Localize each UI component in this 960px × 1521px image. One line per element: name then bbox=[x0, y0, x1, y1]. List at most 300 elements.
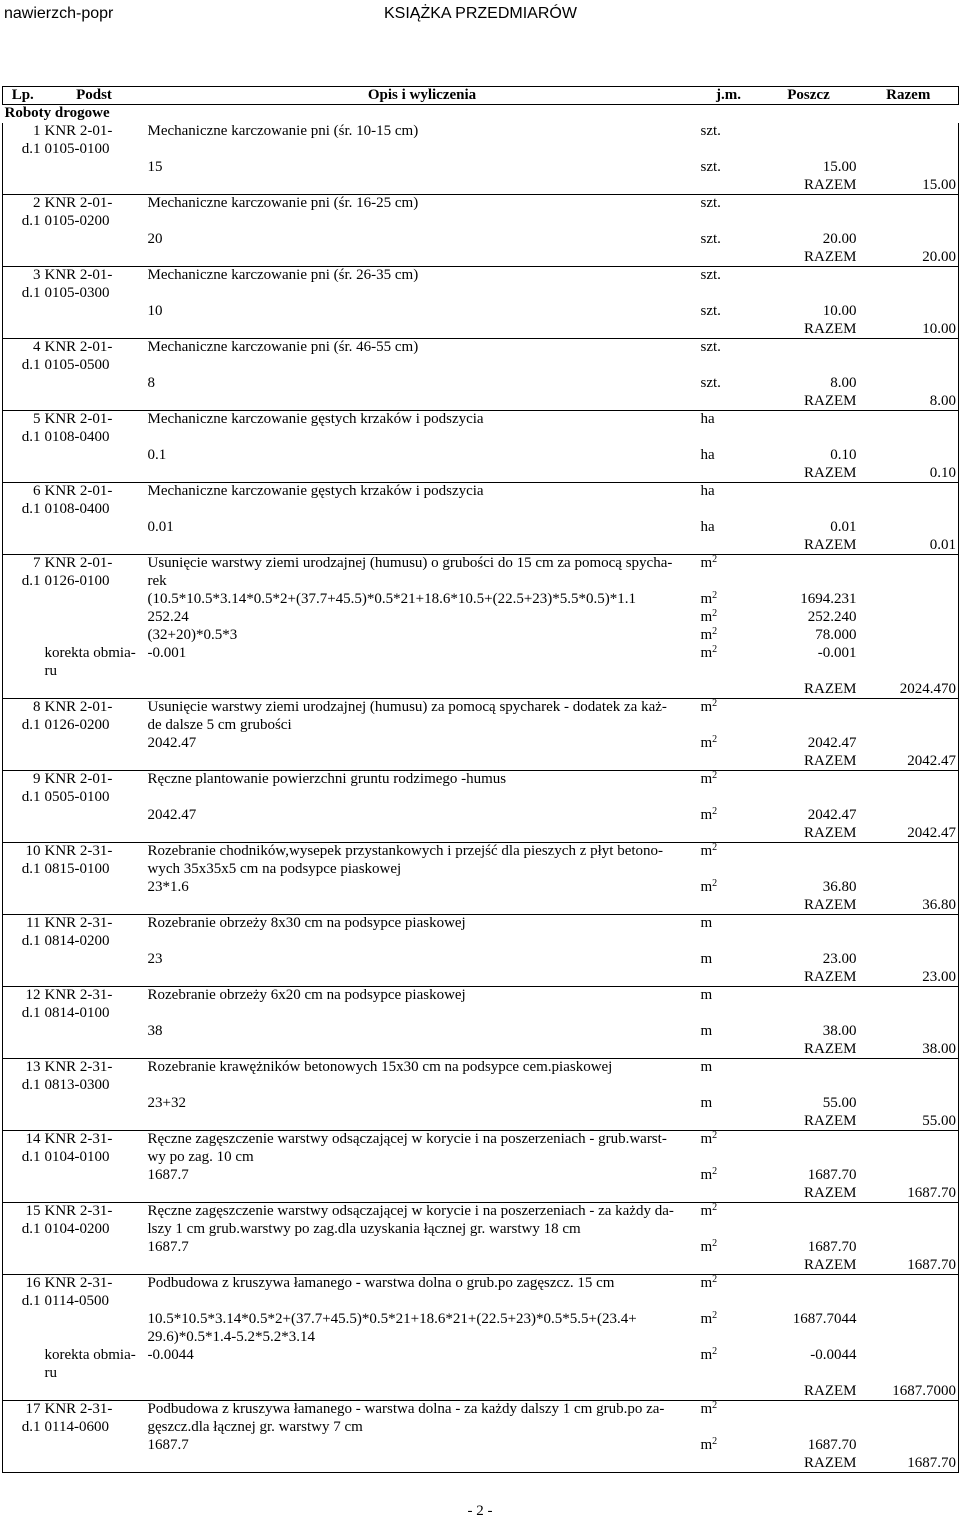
item-lp: 7 bbox=[3, 555, 43, 573]
item-empty bbox=[859, 1239, 959, 1257]
calc-expression-2 bbox=[146, 663, 699, 681]
item-lp: 1 bbox=[3, 123, 43, 141]
calc-unit: szt. bbox=[700, 230, 721, 247]
razem-label: RAZEM bbox=[759, 825, 859, 843]
item-empty bbox=[759, 933, 859, 951]
calc-value: 38.00 bbox=[822, 1022, 857, 1039]
calc-value: 1687.70 bbox=[807, 1436, 857, 1453]
item-description: Ręczne zagęszczenie warstwy odsączającej w korycie i na poszerzeniach - grub.warst- bbox=[147, 1131, 667, 1147]
item-empty bbox=[146, 681, 699, 699]
razem-label: RAZEM bbox=[759, 1041, 859, 1059]
calc-row bbox=[3, 951, 959, 969]
calc-row bbox=[3, 1167, 959, 1185]
item-row-2 bbox=[3, 789, 959, 807]
item-row-2 bbox=[3, 1419, 959, 1437]
calc-row bbox=[3, 1347, 959, 1365]
item-empty bbox=[859, 717, 959, 735]
item-empty bbox=[699, 1221, 759, 1239]
item-empty bbox=[146, 177, 699, 195]
calc-value: 2042.47 bbox=[807, 806, 857, 823]
item-podst-2: 0815-0100 bbox=[44, 860, 110, 877]
item-row bbox=[3, 267, 959, 285]
item-empty bbox=[759, 915, 859, 933]
calc-expression: 1687.7 bbox=[147, 1436, 189, 1453]
item-empty bbox=[146, 249, 699, 267]
item-empty bbox=[859, 159, 959, 177]
item-empty bbox=[146, 1455, 699, 1473]
item-unit: szt. bbox=[700, 195, 721, 211]
item-row bbox=[3, 1401, 959, 1419]
razem-label: RAZEM bbox=[759, 393, 859, 411]
item-empty bbox=[146, 1113, 699, 1131]
calc-note bbox=[43, 627, 146, 645]
item-empty bbox=[859, 339, 959, 357]
item-empty bbox=[859, 303, 959, 321]
item-empty bbox=[3, 1437, 43, 1455]
item-empty bbox=[3, 663, 43, 681]
item-empty bbox=[699, 753, 759, 771]
item-code: d.1 bbox=[3, 213, 43, 231]
calc-note bbox=[43, 591, 146, 609]
item-code: d.1 bbox=[3, 501, 43, 519]
przedmiar-table bbox=[2, 86, 959, 1473]
razem-row bbox=[3, 897, 959, 915]
item-code: d.1 bbox=[3, 717, 43, 735]
item-empty bbox=[699, 1383, 759, 1401]
item-row-2 bbox=[3, 1005, 959, 1023]
calc-expression: 23+32 bbox=[147, 1094, 186, 1111]
item-podst-2: 0108-0400 bbox=[44, 500, 110, 517]
item-empty bbox=[699, 1005, 759, 1023]
item-empty bbox=[759, 501, 859, 519]
item-empty bbox=[859, 627, 959, 645]
calc-value: 8.00 bbox=[830, 374, 857, 391]
item-empty bbox=[699, 717, 759, 735]
item-empty bbox=[759, 285, 859, 303]
razem-row bbox=[3, 465, 959, 483]
item-lp: 2 bbox=[3, 195, 43, 213]
item-podst-1: KNR 2-01- bbox=[44, 195, 113, 211]
item-empty bbox=[43, 1041, 146, 1059]
item-lp: 5 bbox=[3, 411, 43, 429]
item-row bbox=[3, 411, 959, 429]
razem-value: 1687.70 bbox=[859, 1257, 959, 1275]
item-code: d.1 bbox=[3, 1005, 43, 1023]
item-unit: szt. bbox=[700, 122, 721, 139]
razem-value: 2042.47 bbox=[859, 753, 959, 771]
item-empty bbox=[43, 681, 146, 699]
item-empty bbox=[43, 177, 146, 195]
calc-value: 1694.231 bbox=[800, 590, 857, 607]
item-description-2 bbox=[146, 1293, 699, 1311]
calc-row bbox=[3, 1239, 959, 1257]
item-empty bbox=[43, 753, 146, 771]
item-podst-1: KNR 2-31- bbox=[44, 987, 113, 1003]
item-empty bbox=[759, 1131, 859, 1149]
item-row bbox=[3, 915, 959, 933]
item-empty bbox=[43, 969, 146, 987]
item-unit: $m^2$ bbox=[700, 698, 718, 715]
calc-row bbox=[3, 447, 959, 465]
item-empty bbox=[3, 1365, 43, 1383]
item-description: Rozebranie obrzeży 8x30 cm na podsypce piaskowej bbox=[147, 915, 466, 931]
calc-expression: 1687.7 bbox=[147, 1238, 189, 1255]
calc-value: 0.01 bbox=[830, 518, 857, 535]
item-empty bbox=[3, 447, 43, 465]
calc-expression: 0.01 bbox=[147, 518, 174, 535]
item-empty bbox=[3, 951, 43, 969]
item-podst-2: 0505-0100 bbox=[44, 788, 110, 805]
item-empty bbox=[3, 303, 43, 321]
calc-value: 252.240 bbox=[807, 608, 857, 625]
calc-row bbox=[3, 735, 959, 753]
item-code: d.1 bbox=[3, 789, 43, 807]
item-empty bbox=[759, 861, 859, 879]
item-empty bbox=[759, 573, 859, 591]
razem-value: 55.00 bbox=[859, 1113, 959, 1131]
col-header-lp: Lp. bbox=[3, 87, 43, 105]
item-unit: $m^2$ bbox=[700, 1400, 718, 1417]
item-podst-1: KNR 2-01- bbox=[44, 122, 113, 139]
calc-row bbox=[3, 591, 959, 609]
calc-expression: 23 bbox=[147, 950, 163, 967]
item-code: d.1 bbox=[3, 357, 43, 375]
item-podst-1: KNR 2-01- bbox=[44, 411, 113, 427]
razem-row bbox=[3, 825, 959, 843]
item-empty bbox=[146, 969, 699, 987]
item-empty bbox=[699, 465, 759, 483]
item-code: d.1 bbox=[3, 285, 43, 303]
item-empty bbox=[759, 411, 859, 429]
calc-note bbox=[43, 1167, 146, 1185]
item-empty bbox=[699, 933, 759, 951]
item-lp: 12 bbox=[3, 987, 43, 1005]
item-lp: 8 bbox=[3, 699, 43, 717]
calc-unit: szt. bbox=[700, 158, 721, 175]
item-empty bbox=[759, 339, 859, 357]
item-podst-1: KNR 2-01- bbox=[44, 555, 113, 571]
item-empty bbox=[859, 1077, 959, 1095]
item-description: Mechaniczne karczowanie gęstych krzaków i podszycia bbox=[147, 483, 484, 499]
calc-note bbox=[43, 375, 146, 393]
item-empty bbox=[859, 429, 959, 447]
item-unit: $m^2$ bbox=[700, 1202, 718, 1219]
item-lp: 6 bbox=[3, 483, 43, 501]
razem-label: RAZEM bbox=[759, 537, 859, 555]
item-podst-2: 0814-0100 bbox=[44, 1004, 110, 1021]
item-empty bbox=[3, 1329, 43, 1347]
item-lp: 13 bbox=[3, 1059, 43, 1077]
item-description: Rozebranie chodników,wysepek przystankowych i przejść dla pieszych z płyt betono- bbox=[147, 843, 664, 859]
item-empty bbox=[3, 969, 43, 987]
item-empty bbox=[759, 141, 859, 159]
item-empty bbox=[859, 987, 959, 1005]
item-description: Mechaniczne karczowanie gęstych krzaków i podszycia bbox=[147, 411, 484, 427]
item-empty bbox=[43, 1383, 146, 1401]
calc-note: korekta obmia- bbox=[44, 1346, 136, 1363]
razem-value: 0.01 bbox=[859, 537, 959, 555]
calc-row bbox=[3, 1023, 959, 1041]
calc-note-2 bbox=[43, 1329, 146, 1347]
item-empty bbox=[3, 735, 43, 753]
col-header-poszcz: Poszcz bbox=[759, 87, 859, 105]
item-description: Podbudowa z kruszywa łamanego - warstwa dolna o grub.po zagęszcz. 15 cm bbox=[147, 1275, 615, 1291]
item-description: Mechaniczne karczowanie pni (śr. 46-55 cm) bbox=[147, 339, 419, 355]
item-empty bbox=[3, 1257, 43, 1275]
item-empty bbox=[859, 501, 959, 519]
item-description: Mechaniczne karczowanie pni (śr. 26-35 cm) bbox=[147, 267, 419, 283]
item-description: Rozebranie obrzeży 6x20 cm na podsypce piaskowej bbox=[147, 987, 466, 1003]
calc-value: 36.80 bbox=[822, 878, 857, 895]
razem-value: 10.00 bbox=[859, 321, 959, 339]
calc-unit: $m^2$ bbox=[700, 625, 718, 643]
item-empty bbox=[699, 141, 759, 159]
item-empty bbox=[859, 735, 959, 753]
item-description-2: wych 35x35x5 cm na podsypce piaskowej bbox=[147, 860, 402, 877]
item-podst-1: KNR 2-31- bbox=[44, 1131, 113, 1147]
item-empty bbox=[859, 663, 959, 681]
item-unit: $m^2$ bbox=[700, 770, 718, 787]
item-empty bbox=[759, 1293, 859, 1311]
razem-label: RAZEM bbox=[759, 465, 859, 483]
item-empty bbox=[759, 1059, 859, 1077]
calc-value: 55.00 bbox=[822, 1094, 857, 1111]
item-podst-1: KNR 2-01- bbox=[44, 771, 113, 787]
calc-expression: 8 bbox=[147, 374, 155, 391]
calc-row bbox=[3, 303, 959, 321]
calc-row bbox=[3, 519, 959, 537]
item-description: Mechaniczne karczowanie pni (śr. 16-25 cm) bbox=[147, 195, 419, 211]
item-empty bbox=[699, 321, 759, 339]
item-empty bbox=[3, 1455, 43, 1473]
item-empty bbox=[699, 1113, 759, 1131]
item-empty bbox=[3, 159, 43, 177]
item-podst-1: KNR 2-31- bbox=[44, 915, 113, 931]
razem-value: 8.00 bbox=[859, 393, 959, 411]
calc-note bbox=[43, 159, 146, 177]
item-empty bbox=[859, 1005, 959, 1023]
calc-value: 23.00 bbox=[822, 950, 857, 967]
calc-note bbox=[43, 735, 146, 753]
calc-note bbox=[43, 231, 146, 249]
calc-expression: (10.5*10.5*3.14*0.5*2+(37.7+45.5)*0.5*21+18.6*10.5+(22.5+23)*5.5*0.5)*1.1 bbox=[147, 590, 637, 607]
item-empty bbox=[859, 213, 959, 231]
item-empty bbox=[859, 1329, 959, 1347]
item-empty bbox=[759, 213, 859, 231]
item-description-2 bbox=[146, 501, 699, 519]
calc-unit: ha bbox=[700, 446, 715, 463]
item-empty bbox=[859, 843, 959, 861]
item-empty bbox=[859, 375, 959, 393]
item-empty bbox=[699, 501, 759, 519]
calc-unit: m bbox=[700, 1022, 713, 1039]
calc-unit: m bbox=[700, 1094, 713, 1111]
item-empty bbox=[699, 1293, 759, 1311]
razem-row bbox=[3, 1041, 959, 1059]
item-description-2 bbox=[146, 141, 699, 159]
calc-note-2: ru bbox=[44, 1364, 57, 1381]
calc-row bbox=[3, 159, 959, 177]
razem-value: 36.80 bbox=[859, 897, 959, 915]
item-empty bbox=[3, 627, 43, 645]
item-empty bbox=[3, 1167, 43, 1185]
item-empty bbox=[859, 555, 959, 573]
item-empty bbox=[759, 1401, 859, 1419]
razem-label: RAZEM bbox=[759, 1185, 859, 1203]
item-empty bbox=[3, 177, 43, 195]
razem-row bbox=[3, 1257, 959, 1275]
item-unit: $m^2$ bbox=[700, 1274, 718, 1291]
item-description-2 bbox=[146, 213, 699, 231]
calc-expression: 2042.47 bbox=[147, 734, 197, 751]
item-empty bbox=[699, 897, 759, 915]
item-empty bbox=[3, 807, 43, 825]
item-unit: szt. bbox=[700, 267, 721, 283]
item-empty bbox=[699, 285, 759, 303]
item-empty bbox=[859, 807, 959, 825]
item-empty bbox=[699, 357, 759, 375]
razem-label: RAZEM bbox=[759, 753, 859, 771]
razem-label: RAZEM bbox=[759, 969, 859, 987]
item-empty bbox=[699, 393, 759, 411]
item-unit: m bbox=[700, 915, 713, 931]
item-podst-2: 0126-0200 bbox=[44, 716, 110, 733]
item-lp: 10 bbox=[3, 843, 43, 861]
calc-expression: 0.1 bbox=[147, 446, 167, 463]
item-lp: 3 bbox=[3, 267, 43, 285]
item-row-2 bbox=[3, 1221, 959, 1239]
item-empty bbox=[146, 897, 699, 915]
item-podst-2: 0814-0200 bbox=[44, 932, 110, 949]
calc-unit: szt. bbox=[700, 302, 721, 319]
razem-label: RAZEM bbox=[759, 1113, 859, 1131]
item-empty bbox=[859, 609, 959, 627]
item-podst-2: 0105-0200 bbox=[44, 212, 110, 229]
item-lp: 11 bbox=[3, 915, 43, 933]
item-lp: 15 bbox=[3, 1203, 43, 1221]
calc-unit: $m^2$ bbox=[700, 1345, 718, 1363]
calc-row bbox=[3, 807, 959, 825]
razem-value: 2024.470 bbox=[859, 681, 959, 699]
calc-unit: $m^2$ bbox=[700, 1237, 718, 1255]
item-unit: m bbox=[700, 1059, 713, 1075]
item-description: Usunięcie warstwy ziemi urodzajnej (humusu) o grubości do 15 cm za pomocą spycha- bbox=[147, 555, 673, 571]
item-row-2 bbox=[3, 285, 959, 303]
item-row-2 bbox=[3, 933, 959, 951]
item-empty bbox=[759, 987, 859, 1005]
razem-label: RAZEM bbox=[759, 1455, 859, 1473]
razem-row bbox=[3, 177, 959, 195]
calc-value: 0.10 bbox=[830, 446, 857, 463]
item-empty bbox=[859, 915, 959, 933]
item-empty bbox=[759, 699, 859, 717]
calc-value: 1687.70 bbox=[807, 1166, 857, 1183]
item-empty bbox=[3, 1095, 43, 1113]
item-empty bbox=[3, 753, 43, 771]
item-description: Podbudowa z kruszywa łamanego - warstwa dolna - za każdy dalszy 1 cm grub.po za- bbox=[147, 1401, 665, 1417]
item-code: d.1 bbox=[3, 933, 43, 951]
item-podst-1: KNR 2-01- bbox=[44, 339, 113, 355]
item-empty bbox=[759, 1365, 859, 1383]
calc-note bbox=[43, 807, 146, 825]
item-unit: $m^2$ bbox=[700, 1130, 718, 1147]
item-row bbox=[3, 123, 959, 141]
item-empty bbox=[699, 1419, 759, 1437]
item-empty bbox=[3, 231, 43, 249]
item-description-2 bbox=[146, 1005, 699, 1023]
item-empty bbox=[699, 681, 759, 699]
calc-expression: 252.24 bbox=[147, 608, 189, 625]
item-empty bbox=[3, 465, 43, 483]
item-empty bbox=[759, 771, 859, 789]
item-empty bbox=[699, 1041, 759, 1059]
calc-row bbox=[3, 231, 959, 249]
item-empty bbox=[146, 1185, 699, 1203]
item-empty bbox=[43, 825, 146, 843]
calc-row bbox=[3, 627, 959, 645]
item-empty bbox=[3, 825, 43, 843]
item-row-2 bbox=[3, 1293, 959, 1311]
calc-unit: $m^2$ bbox=[700, 877, 718, 895]
calc-unit: szt. bbox=[700, 374, 721, 391]
item-empty bbox=[759, 483, 859, 501]
calc-unit: $m^2$ bbox=[700, 805, 718, 823]
item-empty bbox=[859, 1221, 959, 1239]
razem-value: 0.10 bbox=[859, 465, 959, 483]
calc-row bbox=[3, 375, 959, 393]
item-empty bbox=[759, 1005, 859, 1023]
calc-expression: 38 bbox=[147, 1022, 163, 1039]
item-empty bbox=[43, 321, 146, 339]
item-empty bbox=[759, 1149, 859, 1167]
calc-note-2: ru bbox=[44, 662, 57, 679]
calc-row bbox=[3, 645, 959, 663]
item-row bbox=[3, 195, 959, 213]
calc-expression-2: 29.6)*0.5*1.4-5.2*5.2*3.14 bbox=[147, 1328, 315, 1345]
item-code: d.1 bbox=[3, 1077, 43, 1095]
item-unit: ha bbox=[700, 483, 715, 499]
item-empty bbox=[859, 645, 959, 663]
item-empty bbox=[3, 1383, 43, 1401]
item-unit: $m^2$ bbox=[700, 842, 718, 859]
item-empty bbox=[859, 1419, 959, 1437]
item-podst-2: 0105-0500 bbox=[44, 356, 110, 373]
item-description-2 bbox=[146, 429, 699, 447]
calc-row-2 bbox=[3, 1365, 959, 1383]
item-unit: m bbox=[700, 987, 713, 1003]
razem-value: 20.00 bbox=[859, 249, 959, 267]
table-header-row bbox=[3, 87, 959, 105]
item-empty bbox=[146, 825, 699, 843]
item-podst-2: 0105-0300 bbox=[44, 284, 110, 301]
calc-row-2 bbox=[3, 663, 959, 681]
calc-expression: -0.001 bbox=[147, 644, 187, 661]
item-podst-2: 0104-0100 bbox=[44, 1148, 110, 1165]
item-empty bbox=[759, 195, 859, 213]
item-row bbox=[3, 483, 959, 501]
calc-note bbox=[43, 1023, 146, 1041]
item-empty bbox=[859, 1149, 959, 1167]
item-empty bbox=[859, 1167, 959, 1185]
item-row-2 bbox=[3, 1149, 959, 1167]
razem-value: 1687.70 bbox=[859, 1455, 959, 1473]
item-row-2 bbox=[3, 429, 959, 447]
item-empty bbox=[699, 1149, 759, 1167]
section-row bbox=[3, 105, 959, 123]
item-code: d.1 bbox=[3, 1293, 43, 1311]
item-empty bbox=[43, 249, 146, 267]
item-empty bbox=[859, 231, 959, 249]
